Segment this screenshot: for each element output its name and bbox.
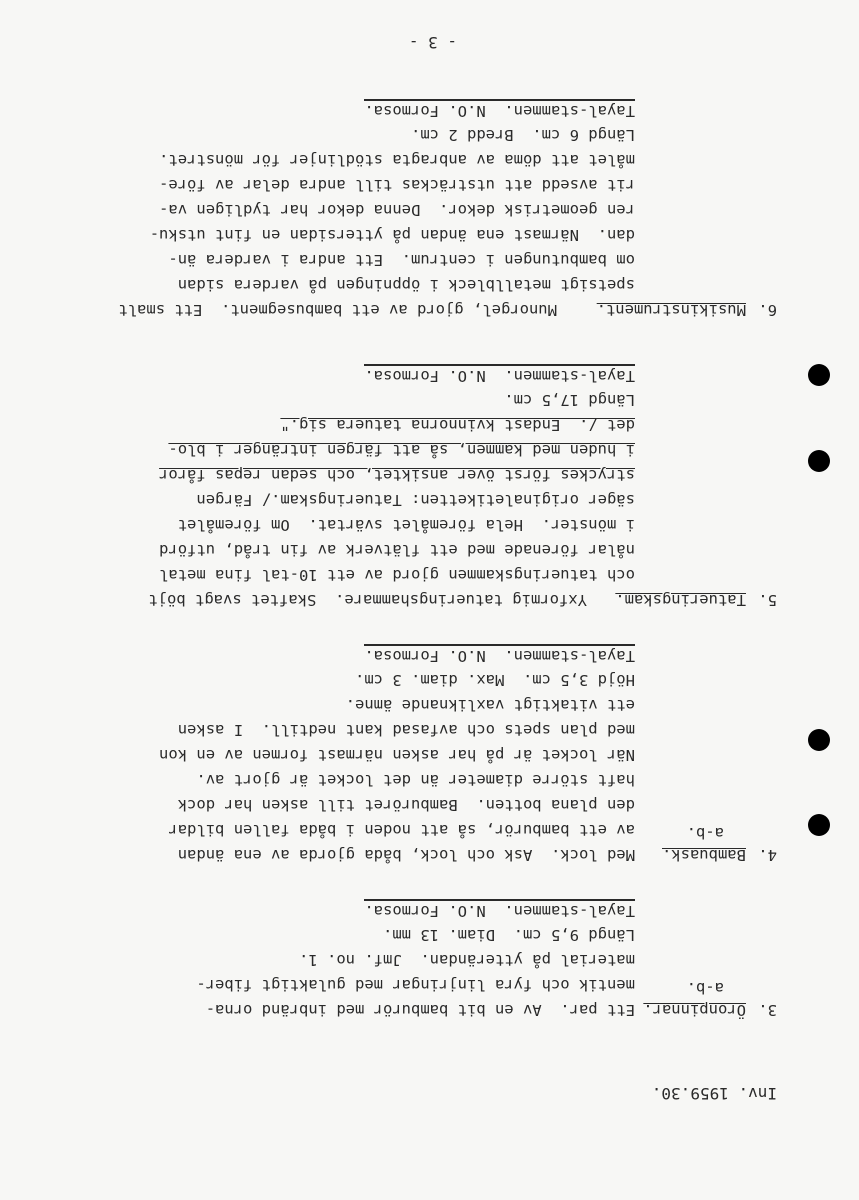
entry-line: i huden med kammen, så att färgen intränger i blo- [168,441,635,459]
entry-line: med plan spets och avfasad kant nedtill. I asken [177,721,635,739]
entry-sub: a-b. [686,979,724,997]
entry-number: 6. [758,301,777,319]
entry-line: och tatueringskammen gjord av ett 10-tal fina metal [159,566,635,584]
entry-line: Yxformig tatueringshammare. Skaftet svagt böjt [148,591,587,609]
entry-line: om bambutungen i centrum. Ett andra i vardera än- [168,251,635,269]
entry-line: Höjd 3,5 cm. Max. diam. 3 cm. [355,671,635,689]
entry-title: Musikinstrument. [596,301,746,319]
entry-number: 4. [758,846,777,864]
entry-line: När locket är på har asken närmast formen av en kon [159,746,635,764]
entry-line: Ett par. Av en bit bamburör med inbränd orna- [205,1001,635,1019]
entry-line: ett vitaktigt vaxliknande ämne. [345,696,635,714]
entry-line: dan. Närmast ena ändan på yttersidan en fint utsku- [149,226,635,244]
entry-line: material på ytterändan. Jmf. no. 1. [299,951,635,969]
punch-hole [808,450,830,472]
entry-line: haft större diameter än det locket är gjort av. [196,771,635,789]
punch-hole [808,364,830,386]
entry-line: i mönster. Hela föremålet svärtat. Om föremålet [177,516,635,534]
entry-signature: Tayal-stammen. N.O. Formosa. [364,99,635,120]
entry-signature: Tayal-stammen. N.O. Formosa. [364,364,635,385]
entry-title: Tatueringskam. [615,591,746,609]
entry-number: 5. [758,591,777,609]
entry-line: rit avsedd att utsträckas till andra delar av före- [159,176,635,194]
entry-line: spetsigt metallbleck i öppningen på vardera sidan [177,276,635,294]
entry-line: av ett bamburör, så att noden i båda fallen bildar [168,821,635,839]
punch-hole [808,729,830,751]
entry-signature: Tayal-stammen. N.O. Formosa. [364,644,635,665]
punch-hole [808,814,830,836]
entry-line: mentik och fyra linjringar med gulaktigt fiber- [196,976,635,994]
entry-line: stryckes först över ansiktet, och sedan repas fåror [159,466,635,484]
entry-line: den plana botten. Bamburöret till asken har dock [177,796,635,814]
entry-line: Med lock. Ask och lock, båda gjorda av ena ändan [177,846,635,864]
entry-title: Öronpinnar. [643,1001,746,1019]
entry-line: säger originaletiketten: Tatueringskam./ Färgen [196,491,635,509]
entry-line: det /. Endast kvinnorna tatuera sig." [280,416,635,434]
entry-title: Bambuask. [662,846,746,864]
entry-line: ren geometrisk dekor. Denna dekor har tydligen va- [159,201,635,219]
entry-line: målet att döma av anbragta stödlinjer för mönstret. [159,151,635,169]
entry-line: Längd 9,5 cm. Diam. 13 mm. [383,926,635,944]
entry-line: Längd 17,5 cm. [504,391,635,409]
page-number: - 3 - [408,33,457,52]
entry-signature: Tayal-stammen. N.O. Formosa. [364,899,635,920]
entry-line: Längd 6 cm. Bredd 2 cm. [411,126,635,144]
entry-line: Munorgel, gjord av ett bambusegment. Ett smalt [118,301,557,319]
entry-sub: a-b. [686,824,724,842]
inventory-number: Inv. 1959.30. [651,1084,777,1103]
entry-line: nålar förenade med ett flätverk av fin tråd, utförd [159,541,635,559]
entry-number: 3. [758,1001,777,1019]
